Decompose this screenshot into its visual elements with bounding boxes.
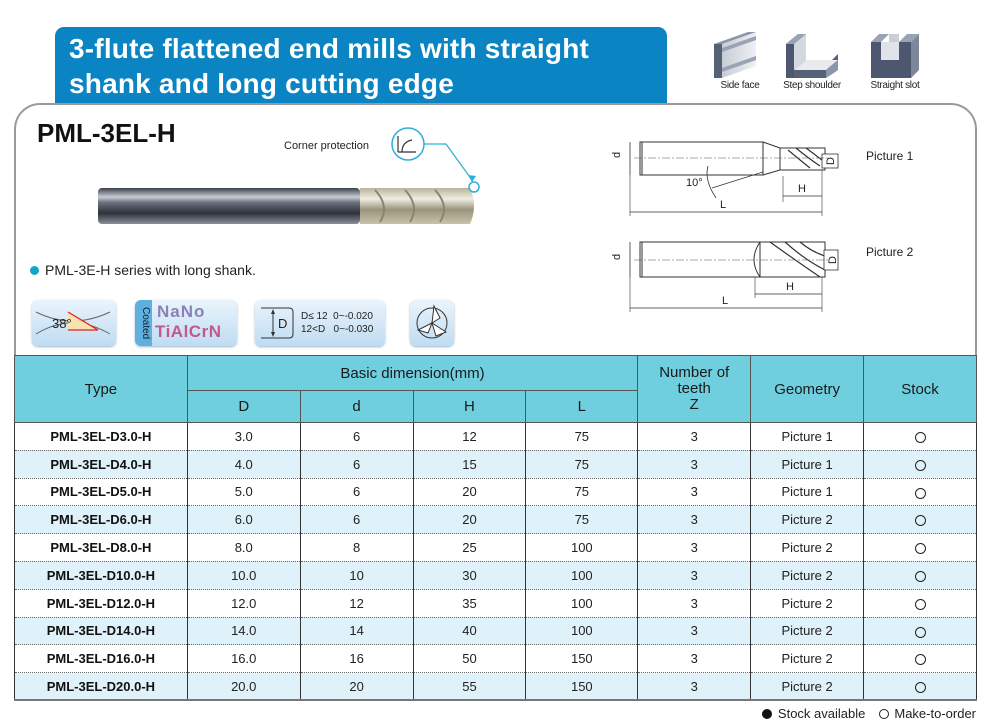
side-face-icon bbox=[712, 30, 768, 78]
picture-2-label: Picture 2 bbox=[866, 245, 914, 259]
cell-geometry: Picture 2 bbox=[751, 534, 864, 562]
machining-side-face bbox=[700, 30, 780, 91]
corner-protection-label: Corner protection bbox=[284, 140, 369, 152]
cell-geometry: Picture 2 bbox=[751, 617, 864, 645]
cell-geometry: Picture 2 bbox=[751, 645, 864, 673]
cell-stock bbox=[864, 617, 977, 645]
header-d: d bbox=[300, 391, 413, 423]
cell-type: PML-3EL-D10.0-H bbox=[15, 561, 188, 589]
cell-geometry: Picture 1 bbox=[751, 478, 864, 506]
cell-H: 55 bbox=[413, 673, 526, 701]
header-type: Type bbox=[15, 356, 188, 423]
cell-D: 12.0 bbox=[187, 589, 300, 617]
machining-straight-slot bbox=[855, 30, 935, 91]
table-row bbox=[15, 561, 977, 589]
cell-d: 12 bbox=[300, 589, 413, 617]
make-to-order-icon bbox=[915, 682, 926, 693]
cell-type: PML-3EL-D14.0-H bbox=[15, 617, 188, 645]
table-row bbox=[15, 478, 977, 506]
cell-L: 100 bbox=[526, 561, 638, 589]
svg-text:d: d bbox=[611, 253, 623, 260]
cell-type: PML-3EL-D8.0-H bbox=[15, 534, 188, 562]
cell-D: 14.0 bbox=[187, 617, 300, 645]
cell-H: 20 bbox=[413, 478, 526, 506]
cell-d: 6 bbox=[300, 478, 413, 506]
cell-D: 3.0 bbox=[187, 423, 300, 451]
table-row bbox=[15, 589, 977, 617]
cell-Z: 3 bbox=[638, 617, 751, 645]
cell-Z: 3 bbox=[638, 478, 751, 506]
cell-type: PML-3EL-D12.0-H bbox=[15, 589, 188, 617]
cell-D: 8.0 bbox=[187, 534, 300, 562]
title-banner bbox=[55, 27, 667, 104]
straight-slot-label: Straight slot bbox=[870, 80, 920, 91]
step-shoulder-label: Step shoulder bbox=[783, 80, 841, 91]
header-geometry: Geometry bbox=[751, 356, 864, 423]
svg-text:10°: 10° bbox=[686, 177, 703, 189]
svg-text:H: H bbox=[786, 281, 794, 293]
cell-type: PML-3EL-D4.0-H bbox=[15, 450, 188, 478]
cell-type: PML-3EL-D20.0-H bbox=[15, 673, 188, 701]
table-row bbox=[15, 645, 977, 673]
svg-text:L: L bbox=[722, 295, 729, 307]
cell-L: 100 bbox=[526, 617, 638, 645]
bullet-dot-icon bbox=[30, 266, 39, 275]
svg-text:D: D bbox=[827, 256, 839, 264]
cell-Z: 3 bbox=[638, 506, 751, 534]
spec-table bbox=[14, 355, 977, 701]
cell-d: 8 bbox=[300, 534, 413, 562]
three-flute-badge bbox=[410, 300, 454, 346]
make-to-order-icon bbox=[915, 543, 926, 554]
page-title-line-2: shank and long cutting edge bbox=[69, 68, 454, 99]
cell-d: 16 bbox=[300, 645, 413, 673]
header-basic-dimension: Basic dimension(mm) bbox=[187, 356, 637, 391]
diameter-tolerance-icon bbox=[259, 304, 299, 342]
make-to-order-icon bbox=[915, 571, 926, 582]
helix-angle-icon bbox=[32, 300, 116, 346]
cell-stock bbox=[864, 645, 977, 673]
cell-d: 20 bbox=[300, 673, 413, 701]
make-to-order-icon bbox=[915, 599, 926, 610]
cell-geometry: Picture 1 bbox=[751, 450, 864, 478]
end-mill-photo bbox=[90, 120, 500, 230]
cell-d: 14 bbox=[300, 617, 413, 645]
cell-stock bbox=[864, 506, 977, 534]
side-face-label: Side face bbox=[720, 80, 760, 91]
cell-D: 4.0 bbox=[187, 450, 300, 478]
svg-text:H: H bbox=[798, 183, 806, 195]
cell-L: 100 bbox=[526, 589, 638, 617]
make-to-order-icon bbox=[915, 432, 926, 443]
cell-stock bbox=[864, 673, 977, 701]
coating-name-line1: NaNo bbox=[157, 302, 206, 321]
table-row bbox=[15, 423, 977, 451]
header-teeth: Number of teeth Z bbox=[638, 356, 751, 423]
cell-d: 6 bbox=[300, 423, 413, 451]
table-row bbox=[15, 617, 977, 645]
cell-D: 6.0 bbox=[187, 506, 300, 534]
svg-text:D: D bbox=[825, 157, 837, 165]
svg-text:L: L bbox=[720, 199, 727, 211]
svg-text:d: d bbox=[611, 151, 623, 158]
table-row bbox=[15, 450, 977, 478]
cell-Z: 3 bbox=[638, 589, 751, 617]
cell-D: 20.0 bbox=[187, 673, 300, 701]
make-to-order-icon bbox=[879, 709, 889, 719]
make-to-order-icon bbox=[915, 488, 926, 499]
cell-Z: 3 bbox=[638, 645, 751, 673]
cell-stock bbox=[864, 423, 977, 451]
product-name: PML-3EL-H bbox=[37, 118, 176, 148]
cell-D: 10.0 bbox=[187, 561, 300, 589]
cell-D: 16.0 bbox=[187, 645, 300, 673]
page-title-line-1: 3-flute flattened end mills with straight bbox=[69, 33, 590, 64]
cell-type: PML-3EL-D16.0-H bbox=[15, 645, 188, 673]
cell-type: PML-3EL-D5.0-H bbox=[15, 478, 188, 506]
cell-H: 40 bbox=[413, 617, 526, 645]
svg-text:D: D bbox=[278, 316, 288, 331]
cell-d: 6 bbox=[300, 450, 413, 478]
straight-slot-icon bbox=[867, 30, 923, 78]
cell-geometry: Picture 1 bbox=[751, 423, 864, 451]
coated-label: Coated bbox=[140, 306, 151, 340]
drawing-picture-2 bbox=[600, 232, 840, 317]
cell-stock bbox=[864, 450, 977, 478]
cell-H: 15 bbox=[413, 450, 526, 478]
helix-angle-badge bbox=[32, 300, 116, 346]
table-row bbox=[15, 673, 977, 701]
table-row bbox=[15, 534, 977, 562]
cell-Z: 3 bbox=[638, 534, 751, 562]
machining-applications bbox=[700, 30, 950, 100]
header-L: L bbox=[526, 391, 638, 423]
header-D: D bbox=[187, 391, 300, 423]
cell-Z: 3 bbox=[638, 423, 751, 451]
tolerance-row-1: D≤ 12 0~-0.020 bbox=[301, 311, 373, 322]
svg-text:38°: 38° bbox=[52, 316, 72, 331]
cell-geometry: Picture 2 bbox=[751, 673, 864, 701]
cell-type: PML-3EL-D3.0-H bbox=[15, 423, 188, 451]
tolerance-row-2: 12<D 0~-0.030 bbox=[301, 324, 374, 335]
cell-L: 150 bbox=[526, 673, 638, 701]
machining-step-shoulder bbox=[772, 30, 852, 91]
header-H: H bbox=[413, 391, 526, 423]
cell-L: 75 bbox=[526, 450, 638, 478]
cell-d: 10 bbox=[300, 561, 413, 589]
cell-D: 5.0 bbox=[187, 478, 300, 506]
cell-stock bbox=[864, 534, 977, 562]
cell-geometry: Picture 2 bbox=[751, 561, 864, 589]
cell-H: 50 bbox=[413, 645, 526, 673]
drawing-picture-1 bbox=[600, 130, 840, 220]
feature-bullet bbox=[30, 262, 256, 278]
stock-available-icon bbox=[762, 709, 772, 719]
cell-L: 100 bbox=[526, 534, 638, 562]
header-stock: Stock bbox=[864, 356, 977, 423]
cell-geometry: Picture 2 bbox=[751, 589, 864, 617]
table-row bbox=[15, 506, 977, 534]
cell-stock bbox=[864, 478, 977, 506]
make-to-order-icon bbox=[915, 515, 926, 526]
feature-text: PML-3E-H series with long shank. bbox=[45, 262, 256, 278]
cell-H: 25 bbox=[413, 534, 526, 562]
cell-Z: 3 bbox=[638, 450, 751, 478]
cell-type: PML-3EL-D6.0-H bbox=[15, 506, 188, 534]
stock-legend bbox=[762, 706, 976, 721]
cell-stock bbox=[864, 589, 977, 617]
picture-1-label: Picture 1 bbox=[866, 149, 914, 163]
cell-H: 35 bbox=[413, 589, 526, 617]
cell-Z: 3 bbox=[638, 561, 751, 589]
make-to-order-label: Make-to-order bbox=[894, 706, 976, 721]
cell-d: 6 bbox=[300, 506, 413, 534]
step-shoulder-icon bbox=[782, 30, 842, 78]
cell-geometry: Picture 2 bbox=[751, 506, 864, 534]
coating-badge bbox=[135, 300, 237, 346]
cell-H: 20 bbox=[413, 506, 526, 534]
cell-L: 75 bbox=[526, 423, 638, 451]
stock-available-label: Stock available bbox=[777, 706, 866, 721]
cell-L: 75 bbox=[526, 478, 638, 506]
cell-H: 30 bbox=[413, 561, 526, 589]
make-to-order-icon bbox=[915, 627, 926, 638]
cell-Z: 3 bbox=[638, 673, 751, 701]
cell-stock bbox=[864, 561, 977, 589]
cell-L: 150 bbox=[526, 645, 638, 673]
cell-H: 12 bbox=[413, 423, 526, 451]
make-to-order-icon bbox=[915, 460, 926, 471]
three-flute-cross-section-icon bbox=[410, 300, 454, 346]
tolerance-badge bbox=[255, 300, 385, 346]
cell-L: 75 bbox=[526, 506, 638, 534]
make-to-order-icon bbox=[915, 654, 926, 665]
coating-name-line2: TiAlCrN bbox=[155, 322, 222, 341]
